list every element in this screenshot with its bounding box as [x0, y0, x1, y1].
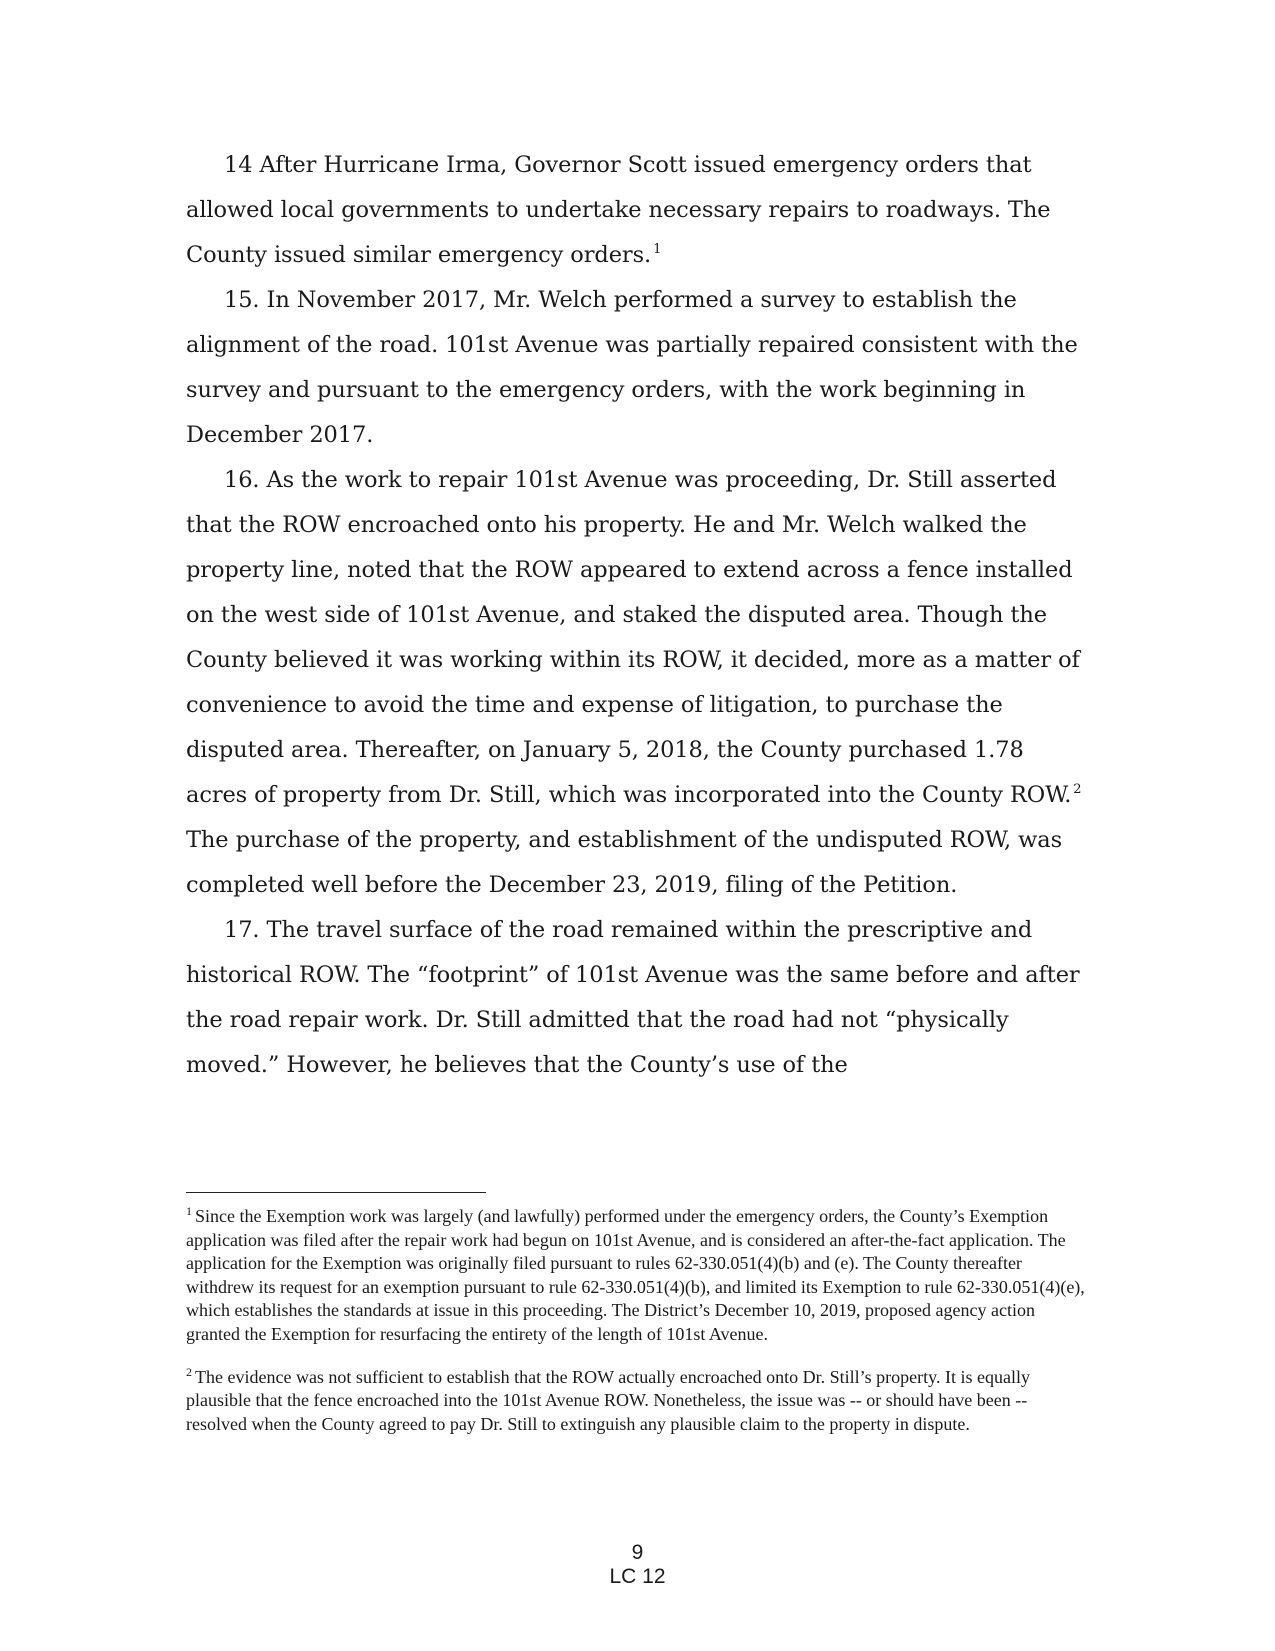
footnote-reference-1[interactable]: 1 — [653, 242, 662, 257]
paragraph-15 — [186, 278, 1086, 458]
footnote-number: 2 — [186, 1364, 192, 1379]
page-number: 9 — [631, 1541, 644, 1564]
footnote-2 — [186, 1366, 1086, 1437]
footnote-reference-2[interactable]: 2 — [1073, 782, 1082, 797]
paragraph-17 — [186, 908, 1086, 1088]
paragraph-text: 14 After Hurricane Irma, Governor Scott issued emergency orders that allowed local governments to undertake necessary repairs to roadways. The County issued similar emergency orders. — [186, 152, 1051, 268]
page-code: LC 12 — [609, 1565, 666, 1588]
paragraph-14 — [186, 143, 1086, 278]
paragraph-text: 16. As the work to repair 101st Avenue was proceeding, Dr. Still asserted that the ROW encroached onto his property. He and Mr. Welch walked the property line, noted that the ROW appeared to extend across a fence installed on the west side of 101st Avenue, and staked the disputed area. Though the County believed it was working within its ROW, it decided, more as a matter of convenience to avoid the time and expense of litigation, to purchase the disputed area. Thereafter, on January 5, 2018, the County purchased 1.78 acres of property from Dr. Still, which was incorporated into the County ROW. — [186, 467, 1080, 808]
paragraph-text-continued: The purchase of the property, and establishment of the undisputed ROW, was completed well before the December 23, 2019, filing of the Petition. — [186, 827, 1063, 898]
body-text — [186, 143, 1086, 1088]
paragraph-16 — [186, 458, 1086, 908]
footnote-number: 1 — [186, 1204, 192, 1218]
paragraph-text: 17. The travel surface of the road remained within the prescriptive and historical ROW. The “footprint” of 101st Avenue was the same before and after the road repair work. Dr. Still admitted that the road had not “physically moved.” However, he believes that the County’s use of the — [186, 917, 1080, 1078]
footnote-separator — [186, 1192, 486, 1193]
footnote-text: Since the Exemption work was largely (and lawfully) performed under the emergency orders, the County’s Exemption application was filed after the repair work had begun on 101st Avenue, and is considered an after-the-fact application. The application for the Exemption was originally filed pursuant to rules 62-330.051(4)(b) and (e). The County thereafter withdrew its request for an exemption pursuant to rule 62-330.051(4)(b), and limited its Exemption to rule 62-330.051(4)(e), which establishes the standards at issue in this proceeding. The District’s December 10, 2019, proposed agency action granted the Exemption for resurfacing the entirety of the length of 101st Avenue. — [186, 1206, 1085, 1344]
paragraph-text: 15. In November 2017, Mr. Welch performed a survey to establish the alignment of the road. 101st Avenue was partially repaired consistent with the survey and pursuant to the emergency orders, with the work beginning in December 2017. — [186, 287, 1078, 448]
footnote-1 — [186, 1205, 1086, 1347]
footnotes — [186, 1205, 1086, 1436]
footnote-text: The evidence was not sufficient to establish that the ROW actually encroached onto Dr. Still’s property. It is equally plausible that the fence encroached into the 101st Avenue ROW. Nonetheless, the issue was -- or should have been -- resolved when the County agreed to pay Dr. Still to extinguish any plausible claim to the property in dispute. — [186, 1366, 1030, 1434]
